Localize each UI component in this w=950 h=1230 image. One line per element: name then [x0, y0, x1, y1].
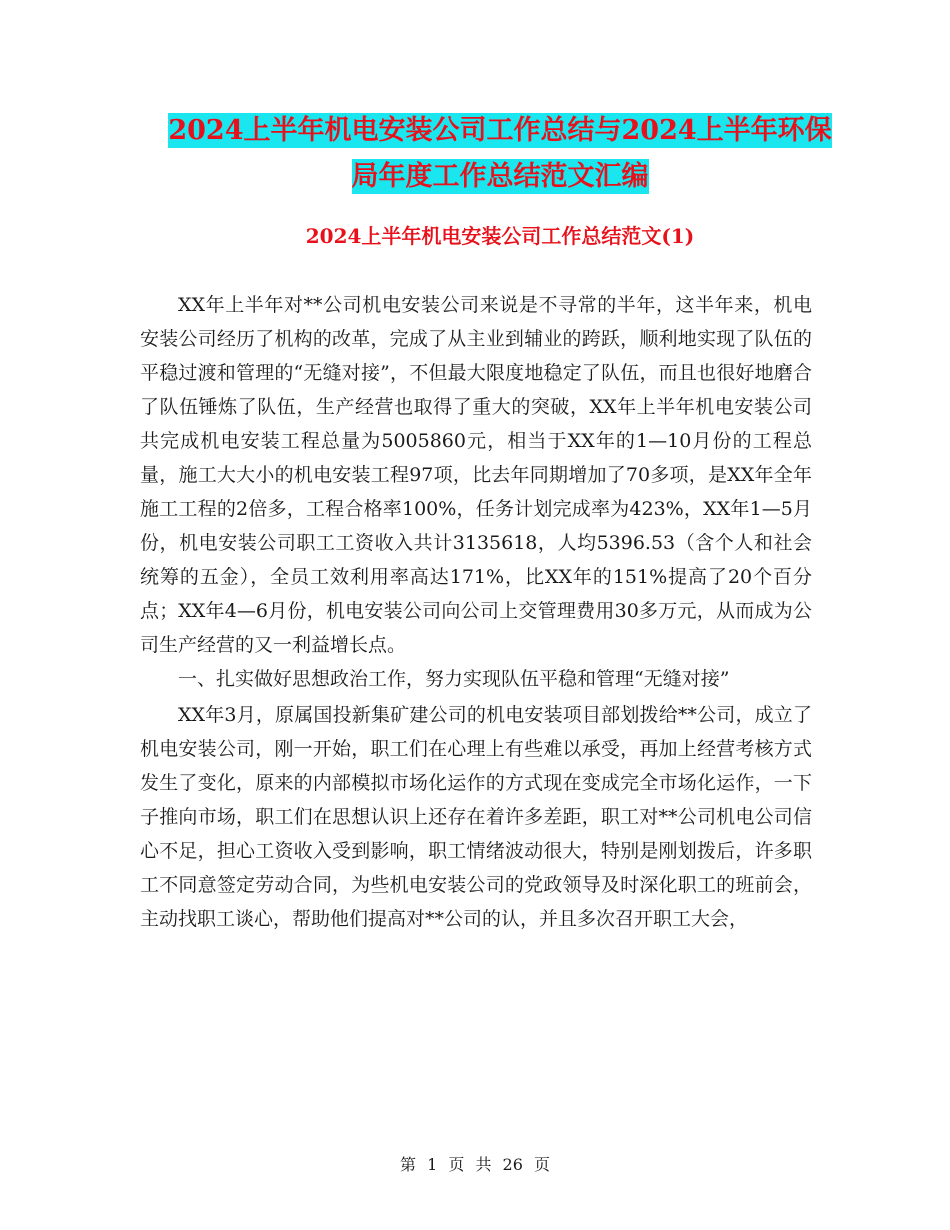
document-title-line2: 局年度工作总结范文汇编: [351, 161, 649, 192]
paragraph: XX年上半年对**公司机电安装公司来说是不寻常的半年，这半年来，机电安装公司经历了机构的改革，完成了从主业到辅业的跨跃，顺利地实现了队伍的平稳过渡和管理的“无缝对接”，不但最大限度地稳定了队伍，而且也很好地磨合了队伍锤炼了队伍，生产经营也取得了重大的突破，XX年上半年机电安装公司共完成机电安装工程总量为5005860元，相当于XX年的1—10月份的工程总量，施工大大小的机电安装工程97项，比去年同期增加了70多项，是XX年全年施工工程的2倍多，工程合格率100%，任务计划完成率为423%，XX年1—5月份，机电安装公司职工工资收入共计3135618，人均5396.53（含个人和社会统筹的五金），全员工效利用率高达171%，比XX年的151%提高了20个百分点；XX年4—6月份，机电安装公司向公司上交管理费用30多万元，从而成为公司生产经营的又一利益增长点。: [140, 294, 812, 656]
document-title-line1: 2024上半年机电安装公司工作总结与2024上半年环保: [168, 115, 832, 146]
section-title: 2024上半年机电安装公司工作总结范文(1): [305, 224, 695, 248]
paragraph: XX年3月，原属国投新集矿建公司的机电安装项目部划拨给**公司，成立了机电安装公司，刚一开始，职工们在心理上有些难以承受，再加上经营考核方式发生了变化，原来的内部模拟市场化运作的方式现在变成完全市场化运作，一下子推向市场，职工们在思想认识上还存在着许多差距，职工对**公司机电公司信心不足，担心工资收入受到影响，职工情绪波动很大，特别是刚划拨后，许多职工不同意签定劳动合同，为些机电安装公司的党政领导及时深化职工的班前会，主动找职工谈心，帮助他们提高对**公司的认，并且多次召开职工大会，: [140, 704, 812, 930]
document-body: [140, 288, 812, 936]
page-footer: 第 1 页 共 26 页: [400, 1155, 550, 1174]
document-title: [140, 108, 860, 200]
paragraph-heading: 一、扎实做好思想政治工作，努力实现队伍平稳和管理“无缝对接”: [178, 668, 730, 690]
